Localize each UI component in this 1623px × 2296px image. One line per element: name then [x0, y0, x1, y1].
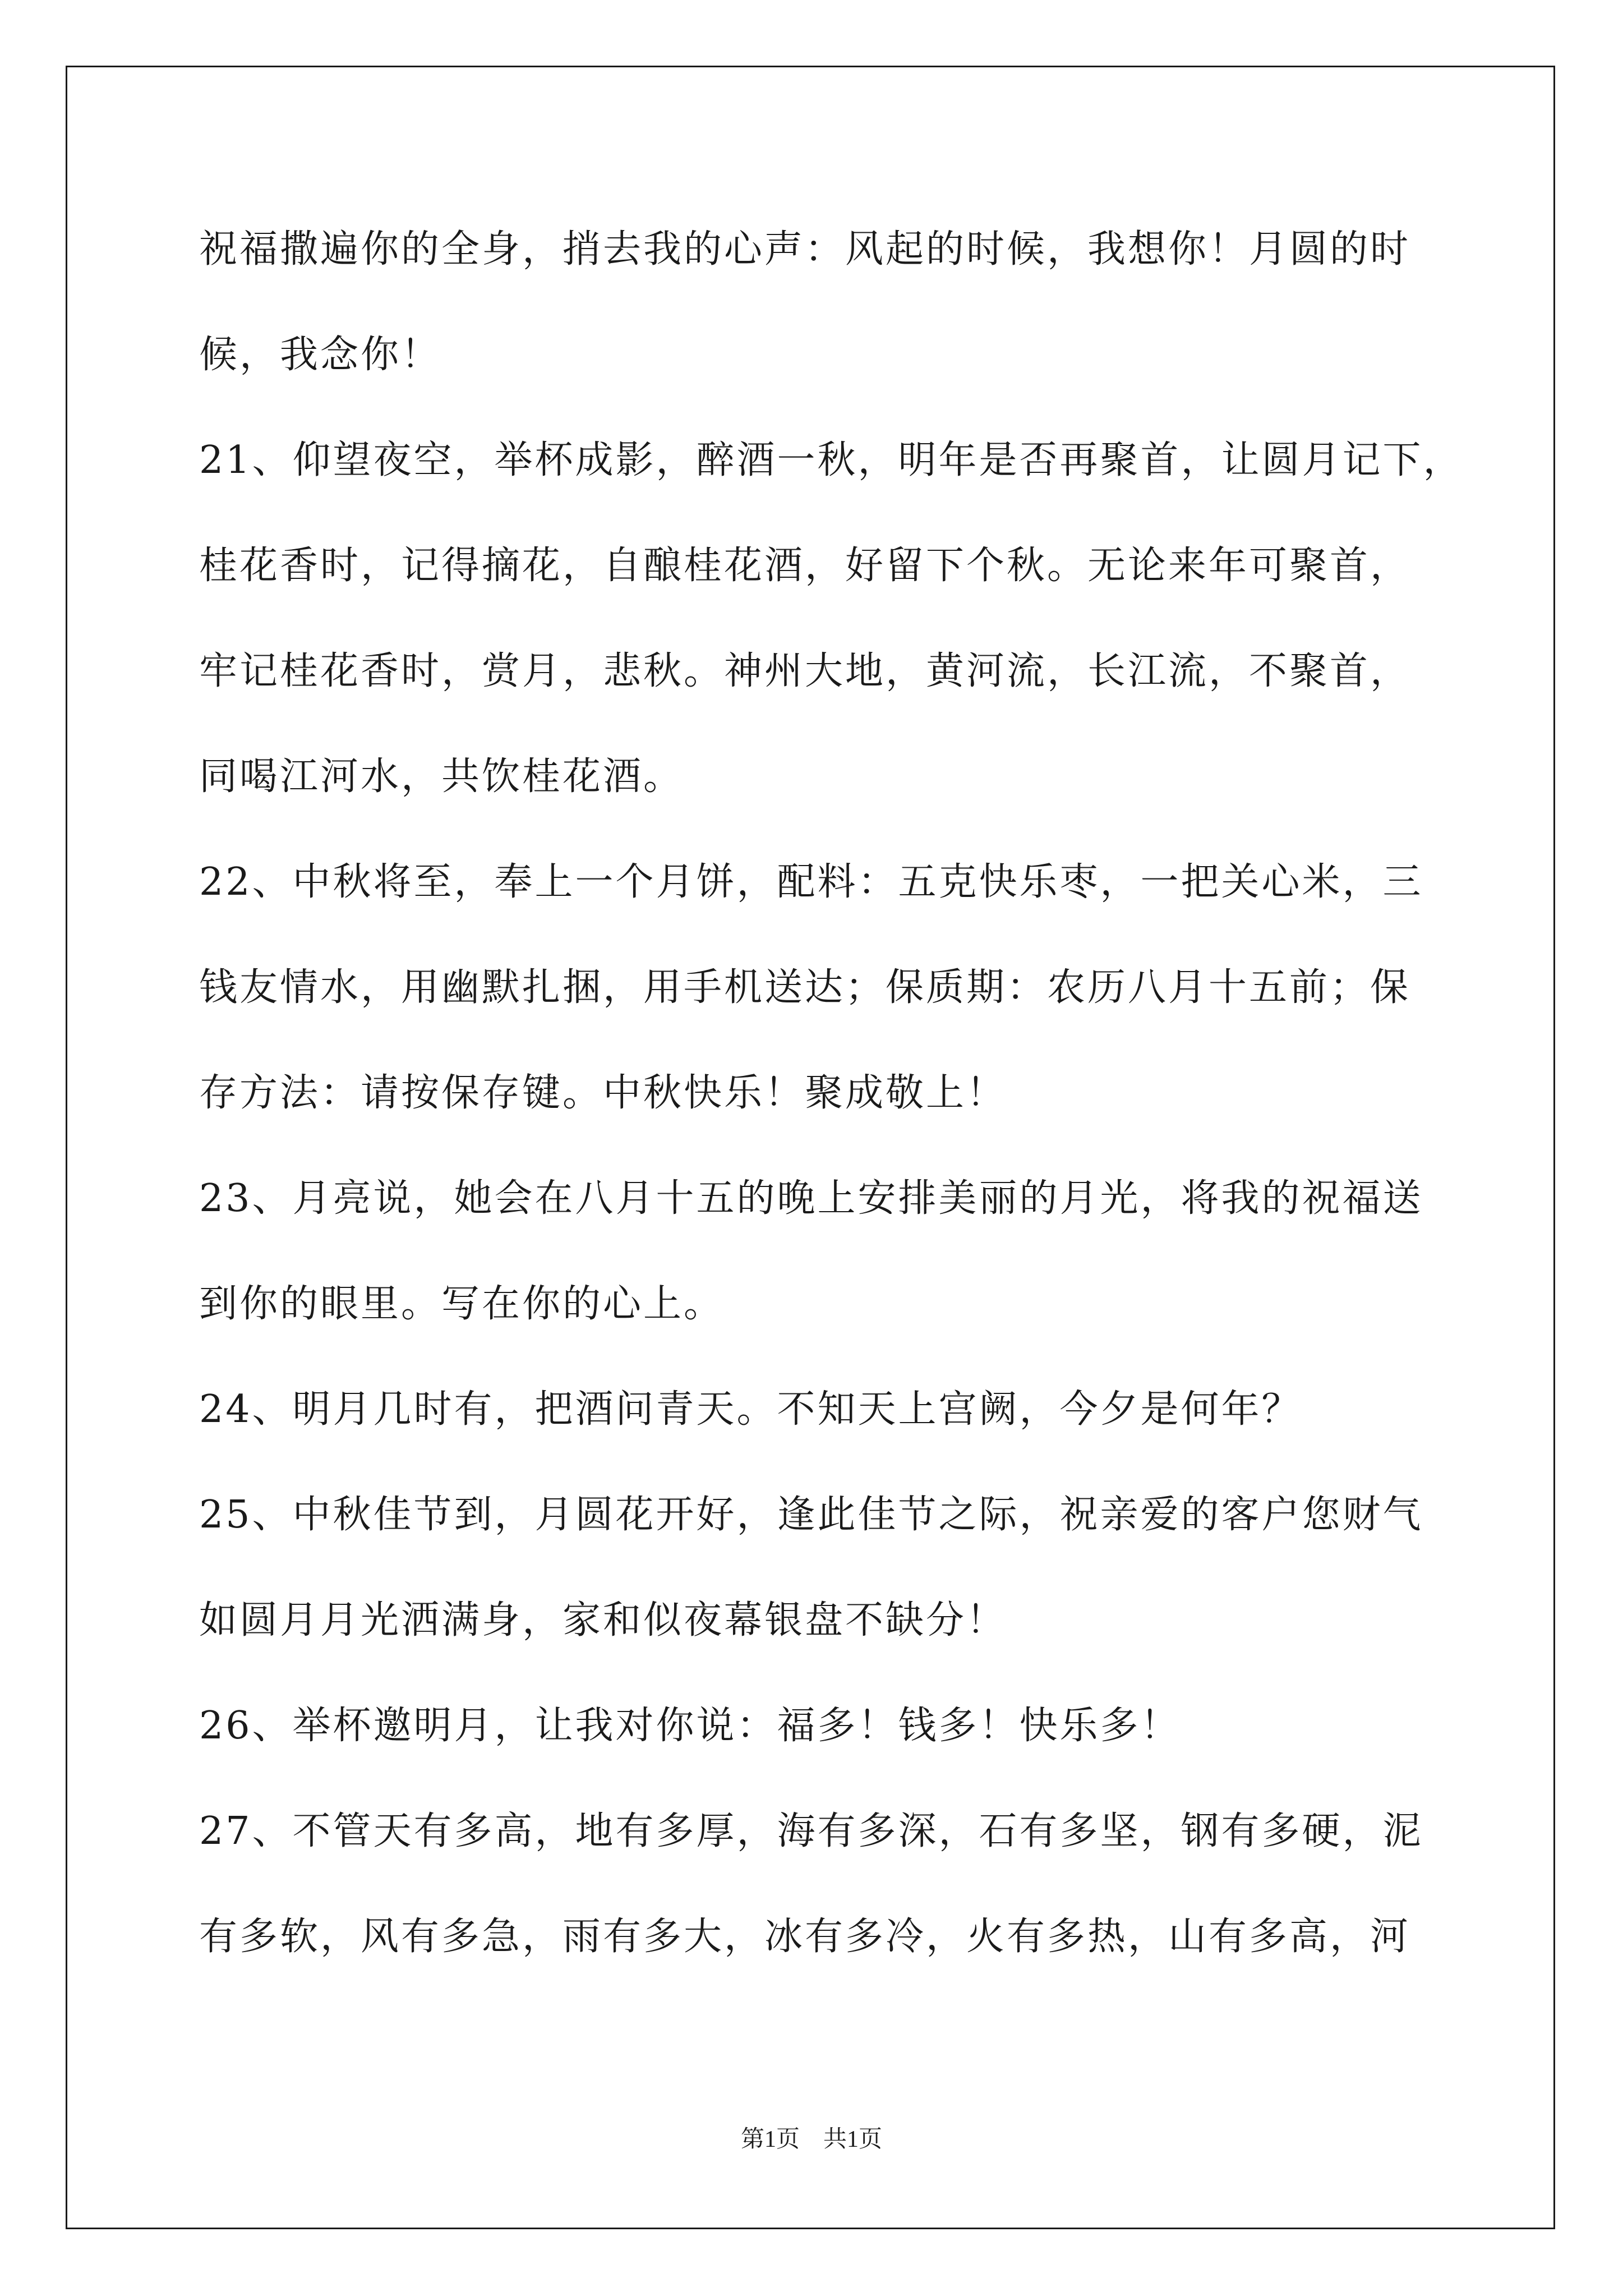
text-line: 24、明月几时有，把酒问青天。不知天上宫阙，今夕是何年？ — [199, 1387, 1302, 1432]
text-line: 存方法：请按保存键。中秋快乐！聚成敬上！ — [199, 1071, 1007, 1115]
text-line: 牢记桂花香时，赏月，悲秋。神州大地，黄河流，长江流，不聚首， — [199, 649, 1411, 693]
text-line: 21、仰望夜空，举杯成影，醉酒一秋，明年是否再聚首，让圆月记下， — [199, 438, 1464, 482]
text-line: 同喝江河水，共饮桂花酒。 — [199, 754, 684, 799]
text-line: 23、月亮说，她会在八月十五的晚上安排美丽的月光，将我的祝福送 — [199, 1176, 1423, 1221]
text-line: 钱友情水，用幽默扎捆，用手机送达；保质期：农历八月十五前；保 — [199, 965, 1411, 1010]
text-line: 22、中秋将至，奉上一个月饼，配料：五克快乐枣，一把关心米，三 — [199, 860, 1423, 904]
page-border — [66, 66, 1555, 2229]
text-line: 有多软，风有多急，雨有多大，冰有多冷，火有多热，山有多高，河 — [199, 1915, 1411, 1959]
text-line: 26、举杯邀明月，让我对你说：福多！钱多！快乐多！ — [199, 1704, 1181, 1748]
text-line: 到你的眼里。写在你的心上。 — [199, 1282, 725, 1326]
text-line: 25、中秋佳节到，月圆花开好，逢此佳节之际，祝亲爱的客户您财气 — [199, 1493, 1423, 1537]
page-number-footer: 第1页 共1页 — [740, 2127, 882, 2152]
text-line: 候，我念你！ — [199, 333, 442, 377]
text-line: 祝福撒遍你的全身，捎去我的心声：风起的时候，我想你！月圆的时 — [199, 227, 1411, 272]
text-line: 桂花香时，记得摘花，自酿桂花酒，好留下个秋。无论来年可聚首， — [199, 544, 1411, 588]
text-line: 如圆月月光洒满身，家和似夜幕银盘不缺分！ — [199, 1598, 1007, 1642]
text-line: 27、不管天有多高，地有多厚，海有多深，石有多坚，钢有多硬，泥 — [199, 1809, 1423, 1853]
